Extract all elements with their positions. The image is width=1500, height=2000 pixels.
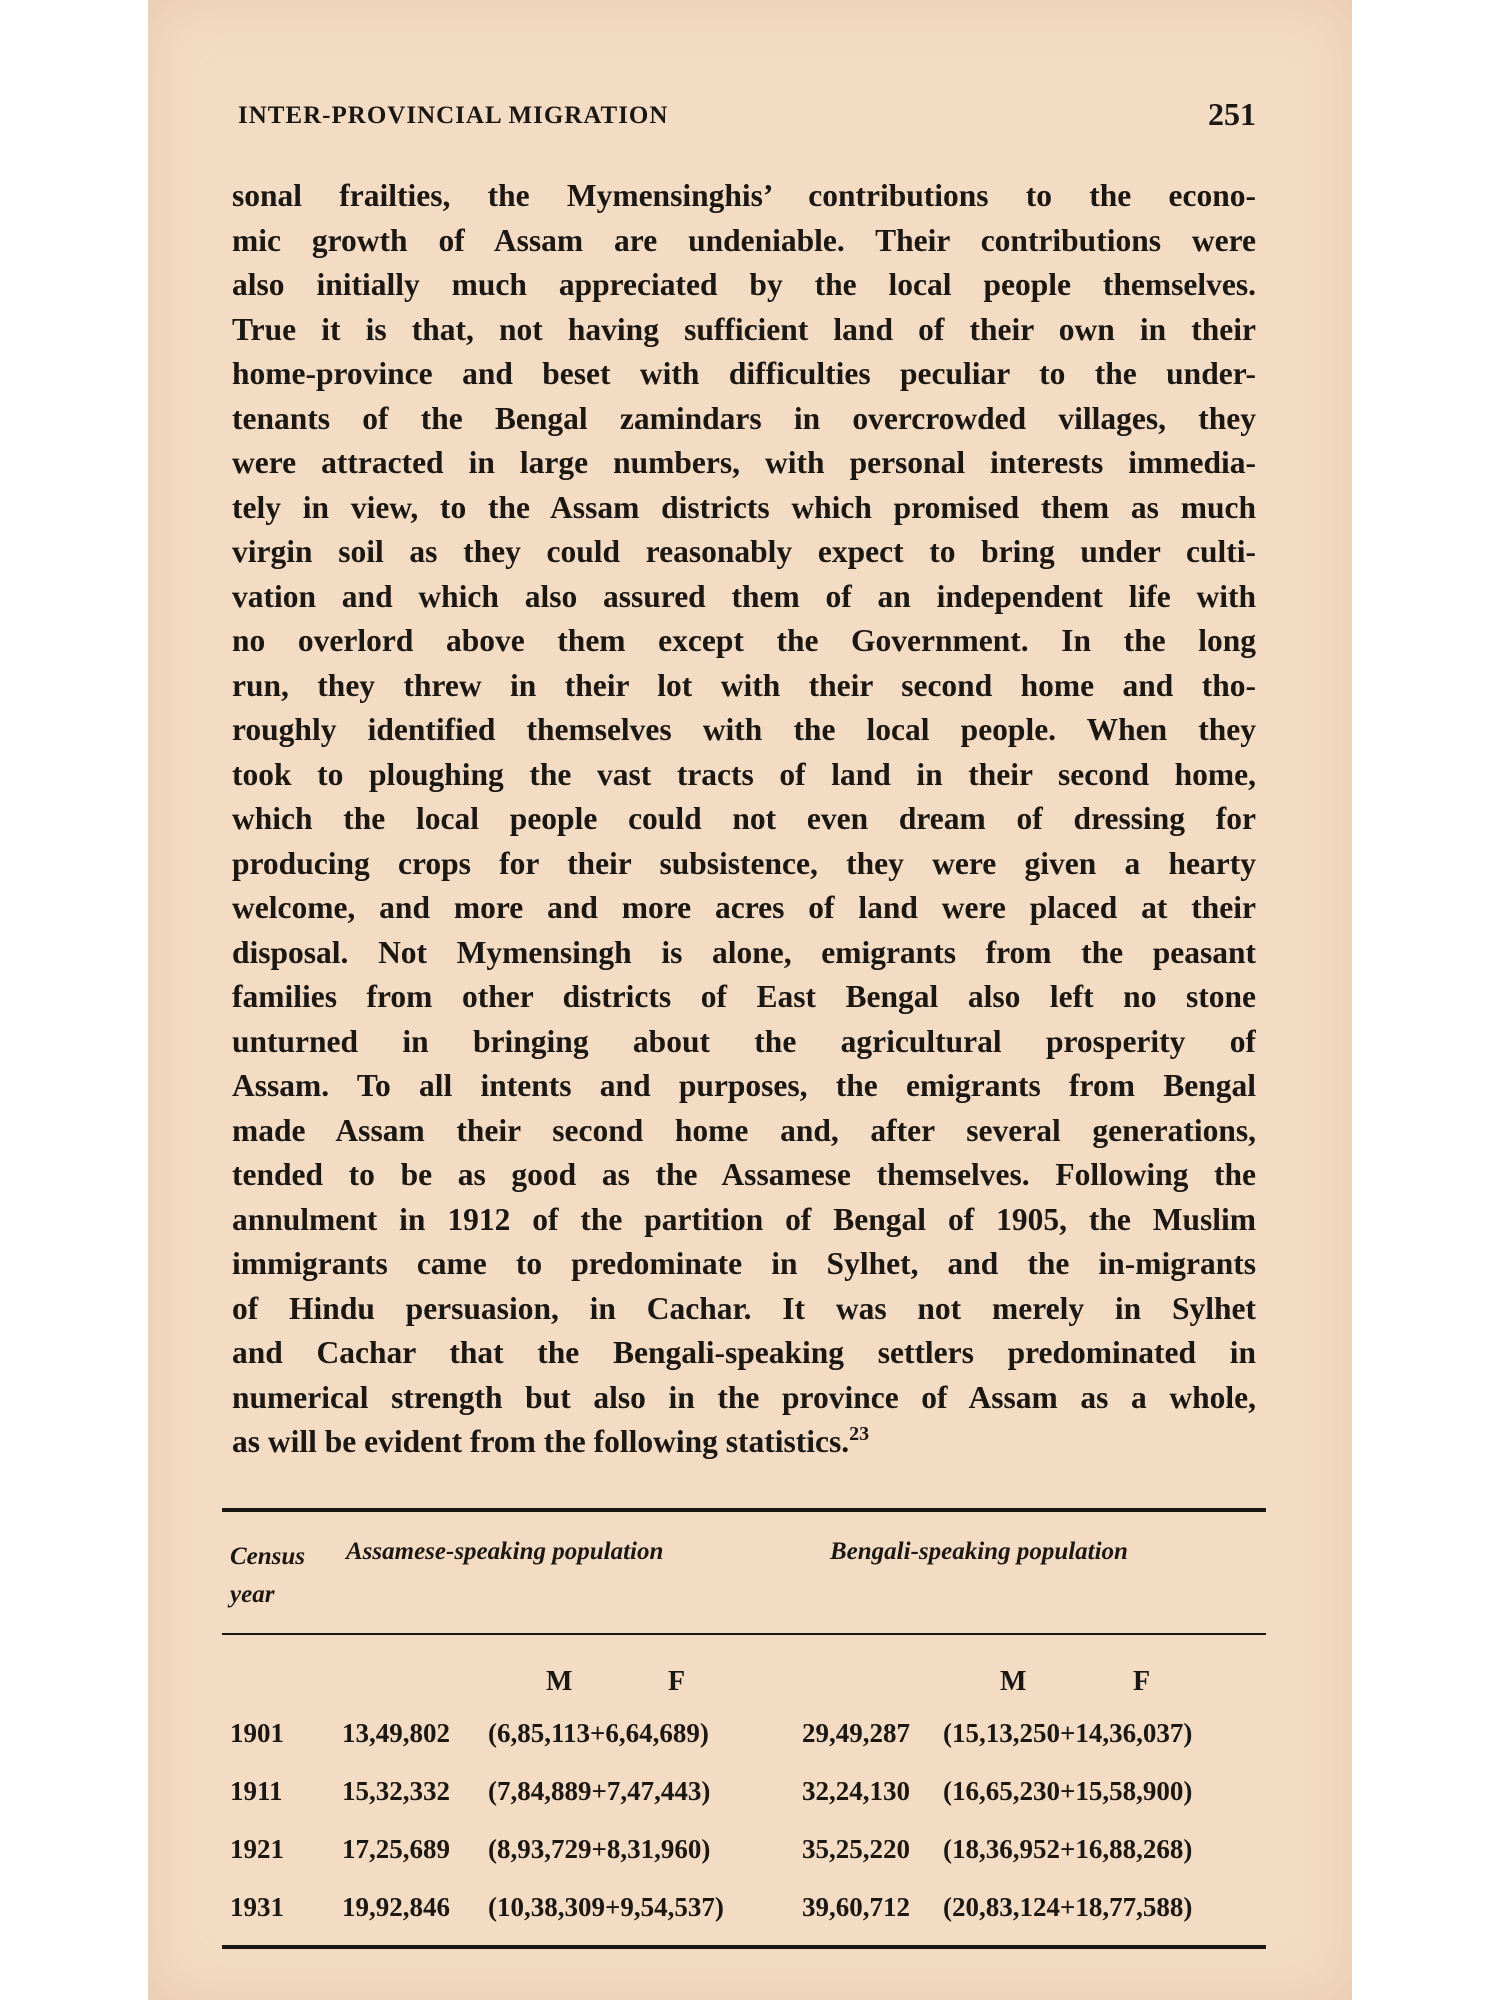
header-census-year [230, 1538, 305, 1614]
cell-year: 1931 [230, 1892, 284, 1922]
cell-bengali-mf: (16,65,230+15,58,900) [943, 1776, 1193, 1806]
cell-year: 1921 [230, 1834, 284, 1864]
text-line: tely in view, to the Assam districts which promised them as much [232, 489, 1256, 525]
text-line: no overlord above them except the Government. In the long [232, 623, 1256, 658]
page-number: 251 [1208, 96, 1256, 132]
text-line: immigrants came to predominate in Sylhet, and the in-migrants [232, 1246, 1256, 1281]
assamese-m-label: M [546, 1666, 573, 1697]
cell-bengali-total: 32,24,130 [802, 1776, 910, 1806]
cell-assamese-total: 17,25,689 [342, 1834, 450, 1864]
text-line: vation and which also assured them of an independent life with [232, 578, 1256, 614]
header-assamese: Assamese-speaking population [346, 1538, 664, 1565]
cell-bengali-mf: (18,36,952+16,88,268) [943, 1834, 1193, 1864]
text-line: took to ploughing the vast tracts of land in their second home, [232, 756, 1256, 792]
table-top-rule [222, 1508, 1266, 1512]
cell-bengali-total: 39,60,712 [802, 1892, 910, 1922]
table-bottom-rule [222, 1945, 1266, 1949]
text-line-last [232, 1420, 1256, 1465]
cell-year: 1911 [230, 1776, 283, 1806]
cell-assamese-total: 13,49,802 [342, 1718, 450, 1748]
cell-year: 1901 [230, 1718, 284, 1748]
cell-bengali-mf: (15,13,250+14,36,037) [943, 1718, 1193, 1748]
cell-bengali-mf: (20,83,124+18,77,588) [943, 1892, 1193, 1922]
table-row [228, 1776, 1258, 1834]
text-line-content: as will be evident from the following statistics. [232, 1424, 850, 1459]
cell-bengali-total: 29,49,287 [802, 1718, 910, 1748]
cell-assamese-total: 19,92,846 [342, 1892, 450, 1922]
text-line: of Hindu persuasion, in Cachar. It was not merely in Sylhet [232, 1290, 1256, 1326]
table-row [228, 1718, 1258, 1776]
text-line: families from other districts of East Bengal also left no stone [232, 979, 1256, 1014]
cell-assamese-mf: (8,93,729+8,31,960) [488, 1834, 711, 1864]
text-line: run, they threw in their lot with their second home and tho- [232, 667, 1256, 703]
text-line: mic growth of Assam are undeniable. Their contributions were [232, 222, 1256, 258]
text-line: also initially much appreciated by the local people themselves. [232, 267, 1256, 302]
header-census-line1: Census [230, 1543, 306, 1570]
text-line: disposal. Not Mymensingh is alone, emigrants from the peasant [232, 934, 1256, 970]
text-line: were attracted in large numbers, with personal interests immedia- [232, 445, 1256, 480]
text-line: Assam. To all intents and purposes, the emigrants from Bengal [232, 1068, 1256, 1103]
text-line: roughly identified themselves with the local people. When they [232, 712, 1256, 747]
body-paragraph [232, 174, 1256, 1465]
text-line: home-province and beset with difficulties peculiar to the under- [232, 356, 1256, 391]
text-line: and Cachar that the Bengali-speaking settlers predominated in [232, 1335, 1256, 1370]
page-header [238, 96, 1256, 140]
text-line: which the local people could not even dream of dressing for [232, 801, 1256, 836]
table-header-rule [222, 1633, 1266, 1635]
cell-bengali-total: 35,25,220 [802, 1834, 910, 1864]
header-census-line2: year [230, 1581, 275, 1608]
cell-assamese-mf: (10,38,309+9,54,537) [488, 1892, 724, 1922]
table-row [228, 1892, 1258, 1950]
text-line: producing crops for their subsistence, they were given a hearty [232, 845, 1256, 881]
text-line: True it is that, not having sufficient land of their own in their [232, 311, 1256, 347]
text-line: welcome, and more and more acres of land were placed at their [232, 890, 1256, 925]
text-line: annulment in 1912 of the partition of Bengal of 1905, the Muslim [232, 1201, 1256, 1237]
cell-assamese-mf: (6,85,113+6,64,689) [488, 1718, 709, 1748]
header-bengali: Bengali-speaking population [830, 1538, 1128, 1565]
text-line: numerical strength but also in the province of Assam as a whole, [232, 1379, 1256, 1415]
bengali-f-label: F [1133, 1666, 1151, 1697]
table-row [228, 1834, 1258, 1892]
text-line: sonal frailties, the Mymensinghis’ contributions to the econo- [232, 178, 1256, 213]
text-line: virgin soil as they could reasonably expect to bring under culti- [232, 534, 1256, 569]
running-head: INTER-PROVINCIAL MIGRATION [238, 102, 669, 129]
cell-assamese-total: 15,32,332 [342, 1776, 450, 1806]
footnote-reference: 23 [849, 1423, 870, 1445]
table-body [228, 1718, 1258, 1950]
text-line: tenants of the Bengal zamindars in overcrowded villages, they [232, 400, 1256, 436]
cell-assamese-mf: (7,84,889+7,47,443) [488, 1776, 711, 1806]
bengali-m-label: M [1000, 1666, 1027, 1697]
text-line: made Assam their second home and, after several generations, [232, 1112, 1256, 1148]
assamese-f-label: F [668, 1666, 686, 1697]
table-header [228, 1530, 1258, 1610]
text-line: unturned in bringing about the agricultural prosperity of [232, 1023, 1256, 1059]
text-line: tended to be as good as the Assamese themselves. Following the [232, 1157, 1256, 1192]
